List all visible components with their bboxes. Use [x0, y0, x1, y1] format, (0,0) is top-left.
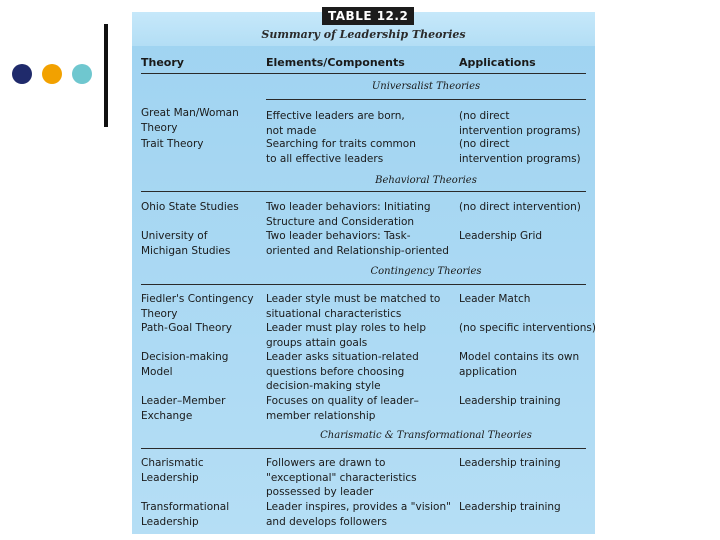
column-header-theory: Theory — [141, 56, 184, 69]
row-theory: Decision-making Model — [141, 351, 229, 378]
row-applications: (no specific interventions) — [459, 322, 596, 334]
section-heading-contingency: Contingency Theories — [370, 266, 482, 277]
row-theory: Great Man/Woman Theory — [141, 107, 239, 134]
row-elements: Leader style must be matched to situational characteristics — [266, 293, 441, 320]
decorative-dot-teal — [72, 64, 92, 84]
row-applications: Leadership training — [459, 501, 561, 513]
row-applications: Leader Match — [459, 293, 531, 305]
column-header-elements: Elements/Components — [266, 56, 405, 69]
row-elements: Focuses on quality of leader– member relationship — [266, 395, 419, 422]
section-heading-universalist: Universalist Theories — [371, 81, 481, 92]
row-elements: Leader asks situation-related questions before choosing decision-making style — [266, 351, 419, 392]
row-applications: Leadership training — [459, 457, 561, 469]
section-rule — [141, 191, 586, 192]
row-elements: Leader must play roles to help groups attain goals — [266, 322, 426, 349]
row-applications: (no direct intervention) — [459, 201, 581, 213]
row-theory: Charismatic Leadership — [141, 457, 204, 484]
header-rule — [141, 73, 586, 74]
row-elements: Searching for traits common to all effective leaders — [266, 138, 416, 165]
decorative-dot-orange — [42, 64, 62, 84]
row-theory: Ohio State Studies — [141, 201, 239, 213]
row-elements: Two leader behaviors: Task- oriented and Relationship-oriented — [266, 230, 449, 257]
column-header-applications: Applications — [459, 56, 536, 69]
row-applications: Leadership Grid — [459, 230, 543, 242]
row-theory: Transformational Leadership — [141, 501, 230, 528]
row-theory: Fiedler's Contingency Theory — [141, 293, 254, 320]
row-applications: Model contains its own application — [459, 351, 580, 378]
row-elements: Leader inspires, provides a "vision" and develops followers — [266, 501, 451, 528]
row-theory: Leader–Member Exchange — [141, 395, 226, 422]
row-elements: Two leader behaviors: Initiating Structure and Consideration — [266, 201, 431, 228]
section-rule — [141, 284, 586, 285]
row-elements: Effective leaders are born, not made — [266, 110, 405, 137]
row-elements: Followers are drawn to "exceptional" characteristics possessed by leader — [266, 457, 417, 498]
section-heading-behavioral: Behavioral Theories — [375, 175, 477, 186]
row-applications: (no direct intervention programs) — [459, 110, 581, 137]
section-rule — [266, 99, 586, 100]
decorative-dot-navy — [12, 64, 32, 84]
row-theory: Trait Theory — [141, 138, 204, 150]
section-heading-charismatic: Charismatic & Transformational Theories — [320, 430, 532, 441]
decorative-vertical-bar — [104, 24, 108, 127]
section-rule — [141, 448, 586, 449]
leadership-theories-table — [132, 9, 596, 534]
row-theory: University of Michigan Studies — [141, 230, 231, 257]
table-title: Summary of Leadership Theories — [261, 28, 466, 41]
row-applications: Leadership training — [459, 395, 561, 407]
table-number-label: TABLE 12.2 — [322, 7, 414, 25]
row-applications: (no direct intervention programs) — [459, 138, 581, 165]
row-theory: Path-Goal Theory — [141, 322, 232, 334]
